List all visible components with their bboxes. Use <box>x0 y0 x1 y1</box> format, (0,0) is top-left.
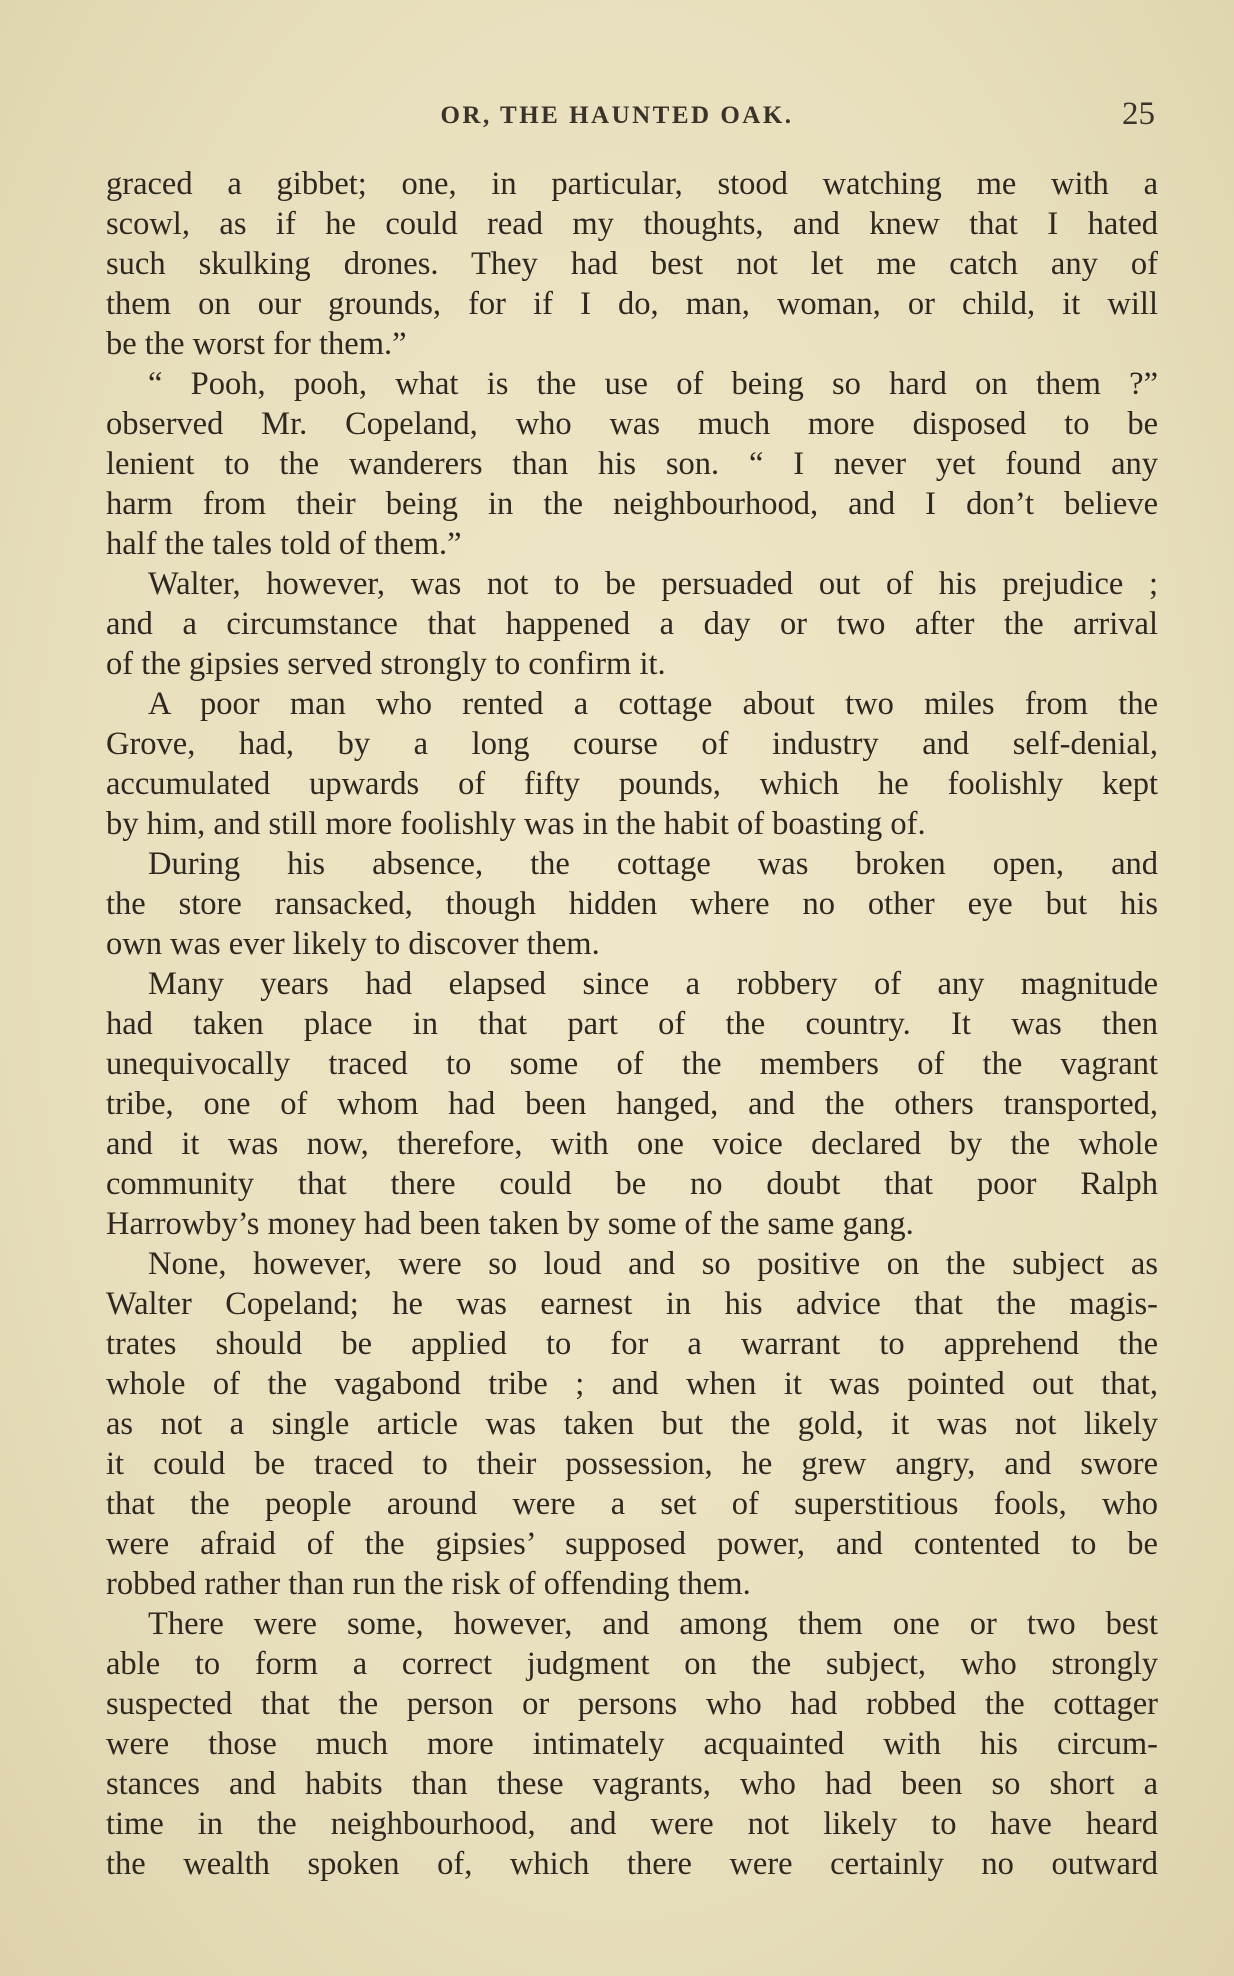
text-line: tribe, one of whom had been hanged, and the others transported, <box>106 1086 1158 1122</box>
text-line: able to form a correct judgment on the subject, who strongly <box>106 1646 1158 1682</box>
text-line: stances and habits than these vagrants, who had been so short a <box>106 1766 1158 1802</box>
text-line: and it was now, therefore, with one voice declared by the whole <box>106 1126 1158 1162</box>
text-line: Many years had elapsed since a robbery of any magnitude <box>148 966 1158 1002</box>
text-line: scowl, as if he could read my thoughts, and knew that I hated <box>106 206 1158 242</box>
text-line: it could be traced to their possession, he grew angry, and swore <box>106 1446 1158 1482</box>
text-line: observed Mr. Copeland, who was much more disposed to be <box>106 406 1158 442</box>
text-line: time in the neighbourhood, and were not likely to have heard <box>106 1806 1158 1842</box>
text-line: and a circumstance that happened a day or two after the arrival <box>106 606 1158 642</box>
text-line: unequivocally traced to some of the members of the vagrant <box>106 1046 1158 1082</box>
text-line: were afraid of the gipsies’ supposed power, and contented to be <box>106 1526 1158 1562</box>
text-line: During his absence, the cottage was broken open, and <box>148 846 1158 882</box>
text-line: accumulated upwards of fifty pounds, which he foolishly kept <box>106 766 1158 802</box>
text-line: by him, and still more foolishly was in the habit of boasting of. <box>106 806 926 842</box>
text-line: harm from their being in the neighbourhood, and I don’t believe <box>106 486 1158 522</box>
text-line: own was ever likely to discover them. <box>106 926 600 962</box>
text-line: There were some, however, and among them one or two best <box>148 1606 1158 1642</box>
text-line: Grove, had, by a long course of industry and self-denial, <box>106 726 1158 762</box>
text-line: community that there could be no doubt that poor Ralph <box>106 1166 1158 1202</box>
text-line: trates should be applied to for a warrant to apprehend the <box>106 1326 1158 1362</box>
text-line: Walter Copeland; he was earnest in his advice that the magis- <box>106 1286 1158 1322</box>
text-line: such skulking drones. They had best not let me catch any of <box>106 246 1158 282</box>
text-line: A poor man who rented a cottage about two miles from the <box>148 686 1158 722</box>
text-line: whole of the vagabond tribe ; and when it was pointed out that, <box>106 1366 1158 1402</box>
text-line: of the gipsies served strongly to confirm it. <box>106 646 666 682</box>
page-number: 25 <box>1122 96 1155 132</box>
text-line: graced a gibbet; one, in particular, stood watching me with a <box>106 166 1158 202</box>
text-line: the store ransacked, though hidden where no other eye but his <box>106 886 1158 922</box>
text-line: were those much more intimately acquainted with his circum- <box>106 1726 1158 1762</box>
text-line: that the people around were a set of superstitious fools, who <box>106 1486 1158 1522</box>
body-text <box>106 164 1158 1884</box>
running-head <box>0 96 1234 136</box>
text-line: had taken place in that part of the country. It was then <box>106 1006 1158 1042</box>
text-line: suspected that the person or persons who had robbed the cottager <box>106 1686 1158 1722</box>
text-line: Walter, however, was not to be persuaded out of his prejudice ; <box>148 566 1158 602</box>
text-line: the wealth spoken of, which there were certainly no outward <box>106 1846 1158 1882</box>
text-line: half the tales told of them.” <box>106 526 462 562</box>
text-line: lenient to the wanderers than his son. “ I never yet found any <box>106 446 1158 482</box>
running-title: OR, THE HAUNTED OAK. <box>440 102 794 129</box>
text-line: Harrowby’s money had been taken by some of the same gang. <box>106 1206 914 1242</box>
text-line: “ Pooh, pooh, what is the use of being so hard on them ?” <box>148 366 1158 402</box>
text-line: as not a single article was taken but the gold, it was not likely <box>106 1406 1158 1442</box>
text-line: robbed rather than run the risk of offending them. <box>106 1566 751 1602</box>
text-line: them on our grounds, for if I do, man, woman, or child, it will <box>106 286 1158 322</box>
text-line: None, however, were so loud and so positive on the subject as <box>148 1246 1158 1282</box>
text-line: be the worst for them.” <box>106 326 407 362</box>
